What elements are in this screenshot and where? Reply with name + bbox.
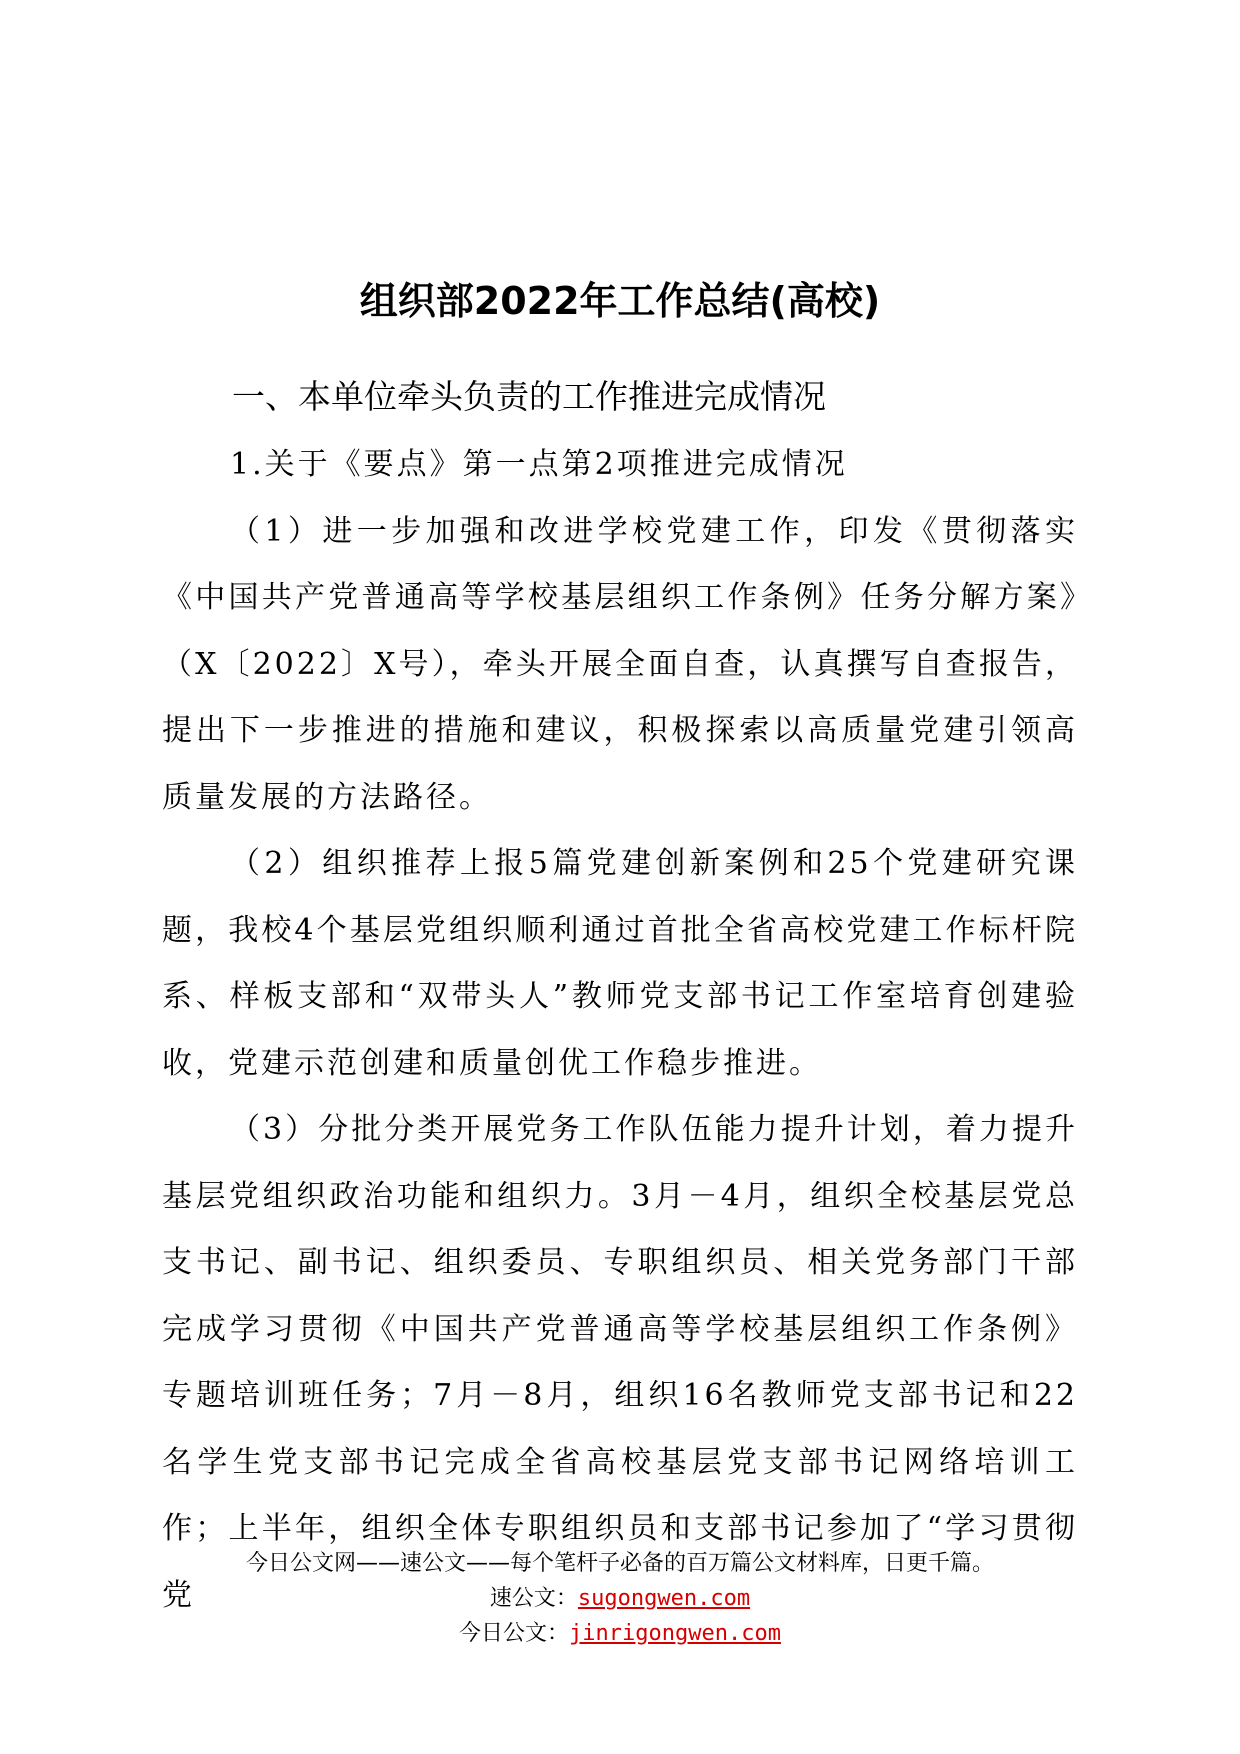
paragraph-1: （1）进一步加强和改进学校党建工作，印发《贯彻落实《中国共产党普通高等学校基层组织工作条例》任务分解方案》（X〔2022〕X号），牵头开展全面自查，认真撰写自查报告，提出下一步推进的措施和建议，积极探索以高质量党建引领高质量发展的方法路径。 xyxy=(162,513,1078,815)
footer-sugongwen-label: 速公文： xyxy=(489,1586,578,1611)
footer-line-jinrigongwen xyxy=(0,1616,1240,1651)
document-body xyxy=(162,432,1078,1629)
jinrigongwen-link[interactable]: jinrigongwen.com xyxy=(569,1621,781,1646)
sugongwen-link[interactable]: sugongwen.com xyxy=(577,1586,751,1611)
footer-jinrigongwen-label: 今日公文： xyxy=(459,1621,570,1646)
footer-line-sugongwen xyxy=(0,1581,1240,1616)
paragraph-item-heading: 1.关于《要点》第一点第2项推进完成情况 xyxy=(230,447,848,482)
paragraph-3: （3）分批分类开展党务工作队伍能力提升计划，着力提升基层党组织政治功能和组织力。3月－4月，组织全校基层党总支书记、副书记、组织委员、专职组织员、相关党务部门干部完成学习贯彻《中国共产党普通高等学校基层组织工作条例》专题培训班任务；7月－8月，组织16名教师党支部书记和22名学生党支部书记完成全省高校基层党支部书记网络培训工作；上半年，组织全体专职组织员和支部书记参加了“学习贯彻党 xyxy=(162,1112,1078,1613)
page-title: 组织部2022年工作总结(高校) xyxy=(359,279,881,323)
footer-tagline: 今日公文网——速公文——每个笔杆子必备的百万篇公文材料库，日更千篇。 xyxy=(245,1551,994,1576)
section-heading: 一、本单位牵头负责的工作推进完成情况 xyxy=(232,377,826,416)
paragraph-2: （2）组织推荐上报5篇党建创新案例和25个党建研究课题，我校4个基层党组织顺利通过首批全省高校党建工作标杆院系、样板支部和“双带头人”教师党支部书记工作室培育创建验收，党建示范创建和质量创优工作稳步推进。 xyxy=(162,846,1078,1081)
page-footer xyxy=(0,1546,1240,1651)
